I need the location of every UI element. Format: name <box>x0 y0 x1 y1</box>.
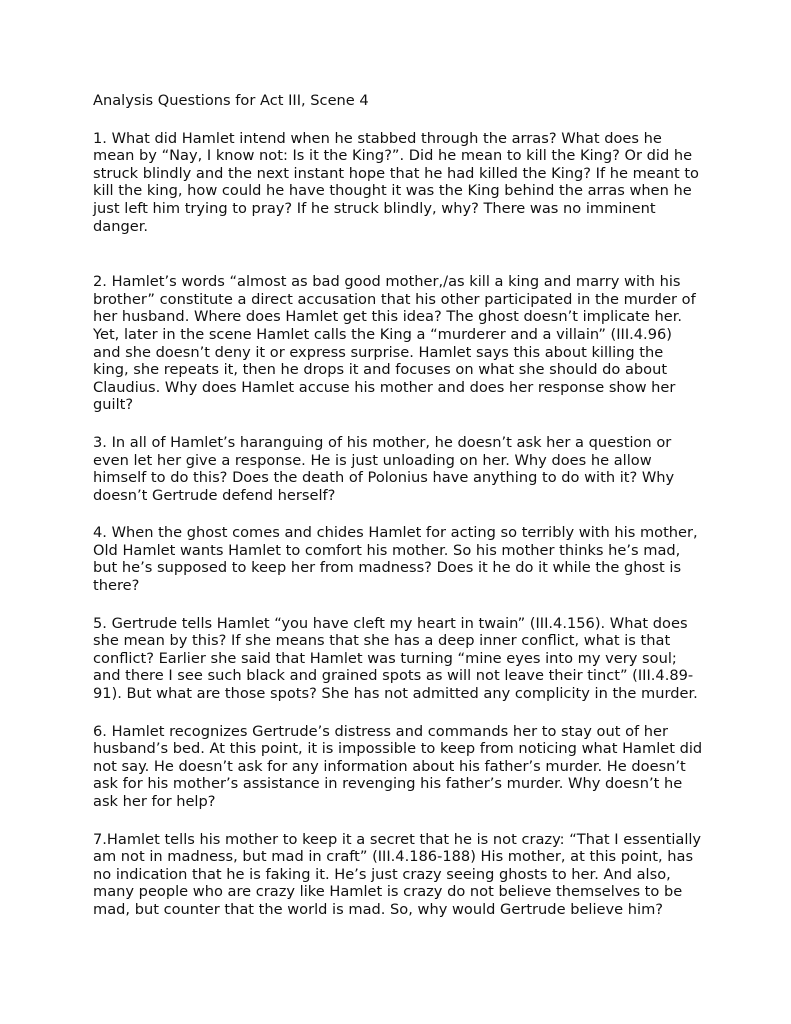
question-1: 1. What did Hamlet intend when he stabbed through the arras? What does he mean by “Nay, I know not: Is it the King?”. Did he mean to kill the King? Or did he struck blindly and the next instant hope that he had killed the King? If he meant to kill the king, how could he have thought it was the King behind the arras when he just left him trying to pray? If he struck blindly, why? There was no imminent danger. <box>93 129 699 235</box>
question-7: 7.Hamlet tells his mother to keep it a secret that he is not crazy: “That I essentially am not in madness, but mad in craft” (III.4.186-188) His mother, at this point, has no indication that he is faking it. He’s just crazy seeing ghosts to her. And also, many people who are crazy like Hamlet is crazy do not believe themselves to be mad, but counter that the world is mad. So, why would Gertrude believe him? <box>93 830 702 918</box>
question-2: 2. Hamlet’s words “almost as bad good mother,/as kill a king and marry with his brother” constitute a direct accusation that his other participated in the murder of her husband. Where does Hamlet get this idea? The ghost doesn’t implicate her. Yet, later in the scene Hamlet calls the King a “murderer and a villain” (III.4.96) and she doesn’t deny it or express surprise. Hamlet says this about killing the king, she repeats it, then he drops it and focuses on what she should do about Claudius. Why does Hamlet accuse his mother and does her response show her guilt? <box>93 273 696 414</box>
question-4: 4. When the ghost comes and chides Hamlet for acting so terribly with his mother, Old Hamlet wants Hamlet to comfort his mother. So his mother thinks he’s mad, but he’s supposed to keep her from madness? Does it he do it while the ghost is there? <box>93 524 698 595</box>
question-3: 3. In all of Hamlet’s haranguing of his mother, he doesn’t ask her a question or even let her give a response. He is just unloading on her. Why does he allow himself to do this? Does the death of Polonius have anything to do with it? Why doesn’t Gertrude defend herself? <box>93 433 675 504</box>
document-page <box>93 92 703 919</box>
question-6: 6. Hamlet recognizes Gertrude’s distress and commands her to stay out of her husband’s bed. At this point, it is impossible to keep from noticing what Hamlet did not say. He doesn’t ask for any information about his father’s murder. He doesn’t ask for his mother’s assistance in revenging his father’s murder. Why doesn’t he ask her for help? <box>93 722 703 810</box>
question-5: 5. Gertrude tells Hamlet “you have cleft my heart in twain” (III.4.156). What does she mean by this? If she means that she has a deep inner conflict, what is that conflict? Earlier she said that Hamlet was turning “mine eyes into my very soul; and there I see such black and grained spots as will not leave their tinct” (III.4.89-91). But what are those spots? She has not admitted any complicity in the murder. <box>93 614 698 703</box>
document-title: Analysis Questions for Act III, Scene 4 <box>93 92 369 109</box>
